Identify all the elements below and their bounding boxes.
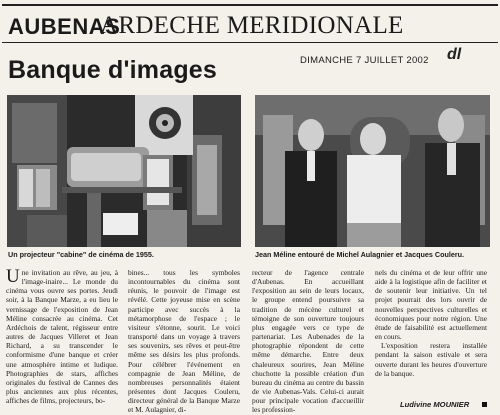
group-caption: Jean Méline entouré de Michel Aulagnier et Jacques Couleru. [255, 250, 465, 259]
column-2-text: bines... tous les symboles incontournables du cinéma sont réunis, le pouvoir de l'image est révélé. Cette joyeuse mise en scène participe avec succès à la métamorphose de l'espace ; le visiteur s'étonne, sourit. Le voici transporté dans un voyage à travers ses souvenirs, ses rêves et peut-être même ses désirs les plus profonds. Pour célébrer l'événement en compagnie de Jean Méline, de nombreuses personnalités étaient présentes dont Jacques Couleru, directeur général de la Banque Marze et M. Aulagnier, di- [128, 268, 240, 415]
column-4-closing: L'exposition restera installée pendant la saison estivale et sera ouverte durant les heures d'ouverture de la banque. [375, 341, 487, 378]
masthead-city: AUBENAS [8, 14, 121, 39]
projector-photo [7, 95, 241, 247]
column-3-text: recteur de l'agence centrale d'Aubenas. En accueillant l'exposition au sein de leurs locaux, le groupe entend poursuivre sa tradition de mécène culturel et témoigne de son ouverture toujours plus engagée vers ce type de partenariat. Les Aubenades de la photographie répondent de cette même démarche. Entre deux chaleureux sourires, Jean Méline chuchotte la possible création d'un bureau du cinéma au centre du bassin de vie Aubenas-Vals. Celui-ci aurait pour principale vocation d'accueillir les profession- [252, 268, 364, 415]
article-column-2 [128, 268, 240, 415]
end-of-article-mark [482, 402, 487, 407]
group-photo [255, 95, 490, 247]
article-headline: Banque d'images [8, 56, 217, 84]
article-column-3 [252, 268, 364, 415]
drop-cap: U [6, 266, 20, 287]
column-1-text: ne invitation au rêve, au jeu, à l'image-inaire... Le monde du cinéma vous ouvre ses portes. Jeudi soir, à la Banque Marze, a eu lieu le vernissage de l'exposition de Jean Méline consacrée au cinéma. Cet Ardéchois de talent, régisseur entre autres de Jacques Villeret et Jean Richard, a su transcender le conformisme d'une banque et créer une atmosphère intime et ludique. Photographies de stars, affiches originales du festival de Cannes des plus anciennes aux plus récentes, affiches de films, projecteurs, bo- [6, 268, 118, 406]
newspaper-logo: dl [447, 46, 462, 63]
article-column-1 [6, 268, 118, 405]
article-byline: Ludivine MOUNIER [400, 400, 470, 409]
masthead-top-rule [2, 4, 498, 6]
projector-caption: Un projecteur "cabine" de cinéma de 1955. [8, 250, 154, 259]
masthead-rule [2, 42, 498, 43]
article-date: DIMANCHE 7 JUILLET 2002 [300, 55, 429, 66]
article-column-4 [375, 268, 487, 378]
masthead-region: ARDECHE MERIDIONALE [100, 12, 404, 39]
column-4-text: nels du cinéma et de leur offrir une aide à la logistique afin de faciliter et de soutenir leur initiative. Un tel projet pourrait des lors ouvrir de nouvelles perspectives culturelles et économiques pour notre région. Une étude de faisabilité est actuellement en cours. [375, 268, 487, 342]
